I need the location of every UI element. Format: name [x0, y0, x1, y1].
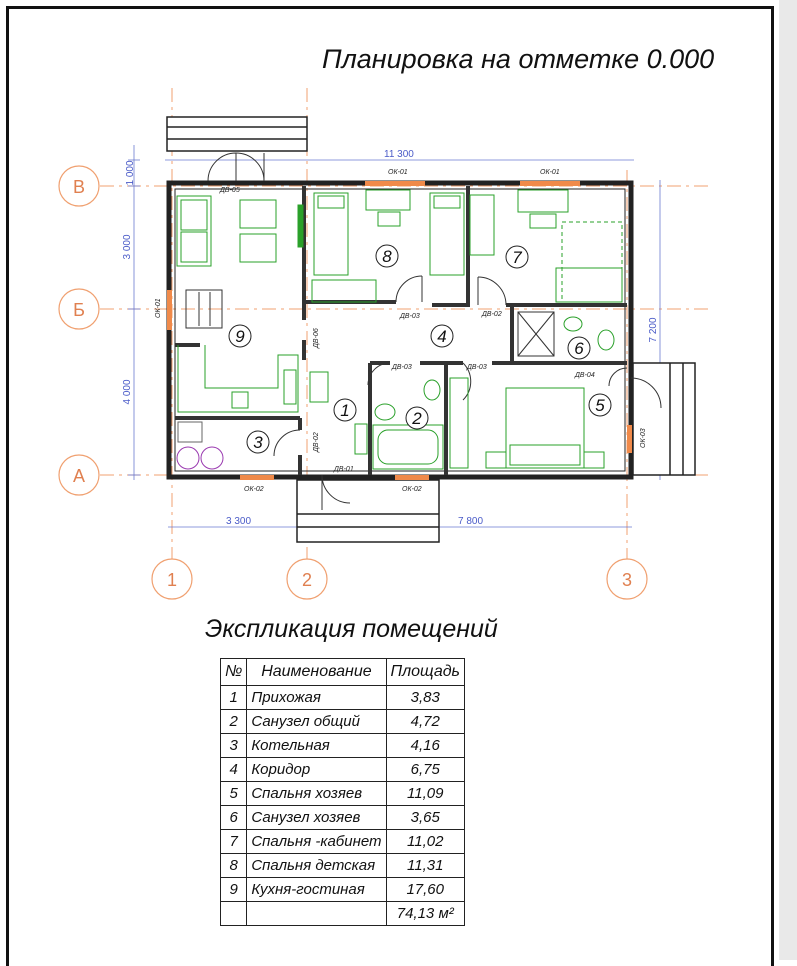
table-row: [221, 734, 465, 758]
total-area: 74,13 м²: [386, 902, 464, 926]
table-header-row: [221, 659, 465, 686]
label-ok01-top1: ОК-01: [388, 169, 408, 176]
row-num: 3: [221, 734, 247, 758]
row-num: 9: [221, 878, 247, 902]
table-total-row: [221, 902, 465, 926]
row-area: 11,31: [386, 854, 464, 878]
row-name: Спальня хозяев: [247, 782, 386, 806]
axis-label-a: А: [72, 466, 86, 486]
axis-label-v: В: [72, 177, 86, 197]
row-name: Спальня детская: [247, 854, 386, 878]
room-number-6: 6: [574, 339, 584, 358]
dim-left-mid: 3 000: [122, 234, 133, 260]
table-row: [221, 878, 465, 902]
label-dv03-c: ДВ-03: [467, 364, 487, 371]
row-area: 4,16: [386, 734, 464, 758]
dim-top-total: 11 300: [384, 149, 414, 160]
axis-bubble-b: [59, 289, 99, 329]
label-ok03: ОК-03: [640, 428, 647, 448]
axis-bubble-1: [152, 559, 192, 599]
room-number-7: 7: [512, 248, 522, 267]
dim-left-bottom: 4 000: [122, 379, 133, 405]
row-name: Санузел общий: [247, 710, 386, 734]
room-number-2: 2: [412, 409, 422, 428]
row-name: Кухня-гостиная: [247, 878, 386, 902]
label-ok02-1: ОК-02: [244, 486, 264, 493]
row-area: 6,75: [386, 758, 464, 782]
axis-label-3: 3: [621, 570, 633, 590]
row-name: Коридор: [247, 758, 386, 782]
row-num: 8: [221, 854, 247, 878]
row-name: Санузел хозяев: [247, 806, 386, 830]
room-number-4: 4: [437, 327, 447, 346]
row-area: 4,72: [386, 710, 464, 734]
label-dv06: ДВ-06: [313, 328, 320, 348]
label-ok01-top2: ОК-01: [540, 169, 560, 176]
explication-title: Экспликация помещений: [205, 615, 498, 643]
room-number-5: 5: [595, 396, 605, 415]
row-num: 1: [221, 686, 247, 710]
header-num: №: [221, 659, 247, 686]
axis-bubble-v: [59, 166, 99, 206]
row-num: 6: [221, 806, 247, 830]
porch-top: [167, 117, 307, 151]
label-dv03-a: ДВ-03: [400, 313, 420, 320]
room-number-8: 8: [382, 247, 392, 266]
table-row: [221, 854, 465, 878]
room-number-1: 1: [340, 401, 350, 420]
axis-label-2: 2: [301, 570, 313, 590]
row-area: 11,09: [386, 782, 464, 806]
label-dv05: ДВ-05: [220, 187, 240, 194]
row-name: Прихожая: [247, 686, 386, 710]
label-dv03-b: ДВ-03: [392, 364, 412, 371]
label-dv01: ДВ-01: [334, 466, 354, 473]
row-num: 2: [221, 710, 247, 734]
table-row: [221, 758, 465, 782]
room-number-9: 9: [235, 327, 245, 346]
dim-right-total: 7 200: [648, 317, 659, 343]
dim-bottom-left: 3 300: [226, 516, 252, 527]
label-dv02-a: ДВ-02: [482, 311, 502, 318]
label-dv02-b: ДВ-02: [313, 432, 320, 452]
header-area: Площадь: [386, 659, 464, 686]
label-dv04: ДВ-04: [575, 372, 595, 379]
axis-bubble-a: [59, 455, 99, 495]
label-ok01-left: ОК-01: [155, 298, 162, 318]
table-row: [221, 782, 465, 806]
label-ok02-2: ОК-02: [402, 486, 422, 493]
table-row: [221, 806, 465, 830]
row-num: 7: [221, 830, 247, 854]
row-name: Спальня -кабинет: [247, 830, 386, 854]
plan-title: Планировка на отметке 0.000: [322, 44, 715, 74]
axis-label-b: Б: [73, 300, 85, 320]
row-area: 3,65: [386, 806, 464, 830]
axis-label-1: 1: [166, 570, 178, 590]
explication-table: [220, 658, 465, 926]
row-name: Котельная: [247, 734, 386, 758]
row-area: 17,60: [386, 878, 464, 902]
row-num: 4: [221, 758, 247, 782]
row-area: 11,02: [386, 830, 464, 854]
axis-bubble-3: [607, 559, 647, 599]
header-name: Наименование: [247, 659, 386, 686]
dim-bottom-right: 7 800: [458, 516, 484, 527]
axis-bubble-2: [287, 559, 327, 599]
dim-left-top: 1 000: [125, 160, 136, 186]
total-num-cell: [221, 902, 247, 926]
row-area: 3,83: [386, 686, 464, 710]
room-number-3: 3: [253, 433, 263, 452]
table-row: [221, 710, 465, 734]
table-row: [221, 686, 465, 710]
total-name-cell: [247, 902, 386, 926]
table-row: [221, 830, 465, 854]
row-num: 5: [221, 782, 247, 806]
